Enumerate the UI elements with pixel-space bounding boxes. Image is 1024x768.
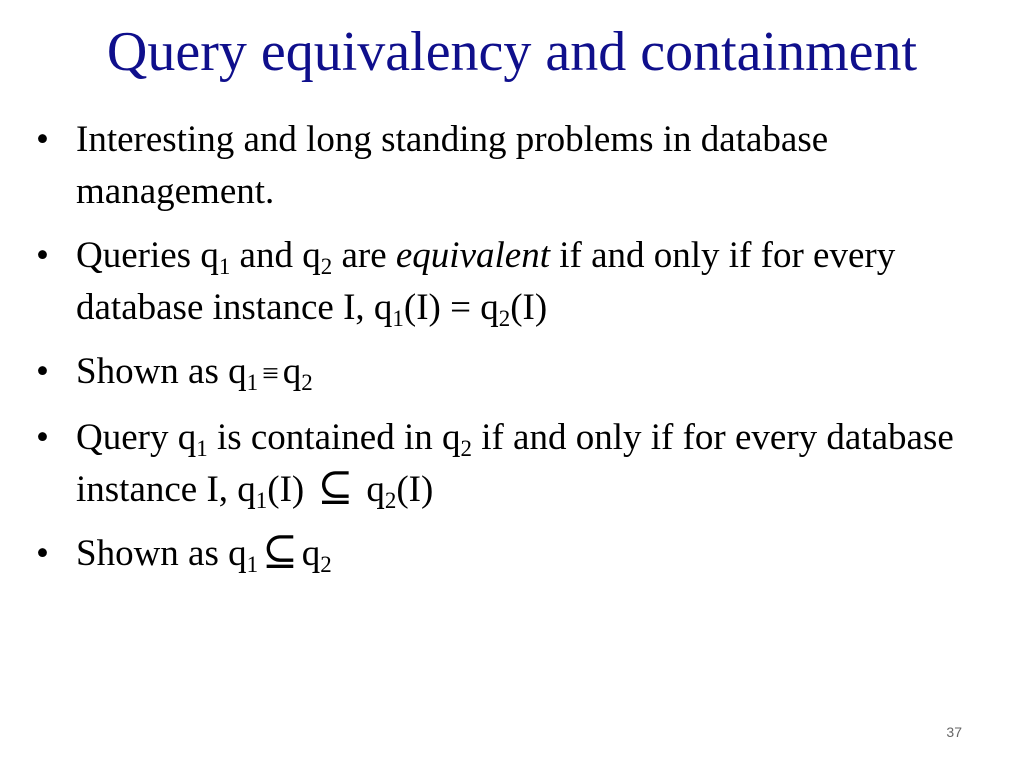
bullet-item-4: • Query $q_1$ is contained in $q_2$ if and only if for every database instance I, $q_1(I)$ ⊆ $q_2(I)$: [36, 412, 1020, 516]
subscript: 2: [498, 305, 511, 331]
text-segment: Queries q: [76, 235, 219, 276]
bullet-marker: •: [36, 235, 49, 276]
text-segment: (I): [267, 469, 314, 510]
emphasis-term: equivalent: [395, 235, 550, 276]
slide-title: Query equivalency and containment: [106, 21, 918, 83]
text-segment: q: [357, 469, 385, 510]
page-number: 37: [946, 724, 962, 740]
text-segment: and q: [230, 235, 321, 276]
text-segment: if and only if for every database instance I, q: [76, 235, 896, 328]
text-segment: q: [282, 351, 302, 392]
text-segment: is contained in q: [207, 417, 461, 458]
bullet-item-5: • Shown as $q_1⊆$ $q_2$: [36, 528, 1020, 580]
subscript: 1: [246, 551, 259, 577]
equals-operator: =: [450, 287, 471, 328]
text-segment: q: [301, 533, 321, 574]
subscript: 2: [460, 435, 472, 461]
subscript: 2: [301, 369, 313, 395]
bullet-item-2: [36, 230, 1020, 334]
text-segment: (I): [510, 287, 548, 328]
text-segment: Shown as q: [76, 351, 247, 392]
equivalence-operator: ≡: [262, 358, 279, 390]
text-segment: (I): [403, 287, 451, 328]
bullet-text: Interesting and long standing problems in database management.: [76, 119, 829, 212]
subscript: 2: [384, 487, 397, 513]
bullet-marker: •: [36, 533, 49, 574]
bullet-marker: •: [36, 119, 49, 160]
subscript: 2: [320, 551, 332, 577]
text-segment: if and only if for every database instance I, q: [76, 417, 954, 510]
subscript: 1: [255, 487, 268, 513]
text-segment: are: [332, 235, 396, 276]
subscript: 2: [320, 253, 333, 279]
bullet-marker: •: [36, 351, 49, 392]
text-segment: q: [470, 287, 499, 328]
bullet-list: [36, 114, 1020, 592]
subscript: 1: [246, 369, 259, 395]
text-segment: Query q: [76, 417, 197, 458]
subscript: 1: [392, 305, 404, 331]
subscript: 1: [218, 253, 231, 279]
bullet-item-1: [36, 114, 1020, 218]
bullet-marker: •: [36, 417, 49, 458]
text-segment: Shown as q: [76, 533, 247, 574]
subscript: 1: [196, 435, 208, 461]
bullet-item-3: [36, 346, 1020, 400]
text-segment: (I): [396, 469, 434, 510]
